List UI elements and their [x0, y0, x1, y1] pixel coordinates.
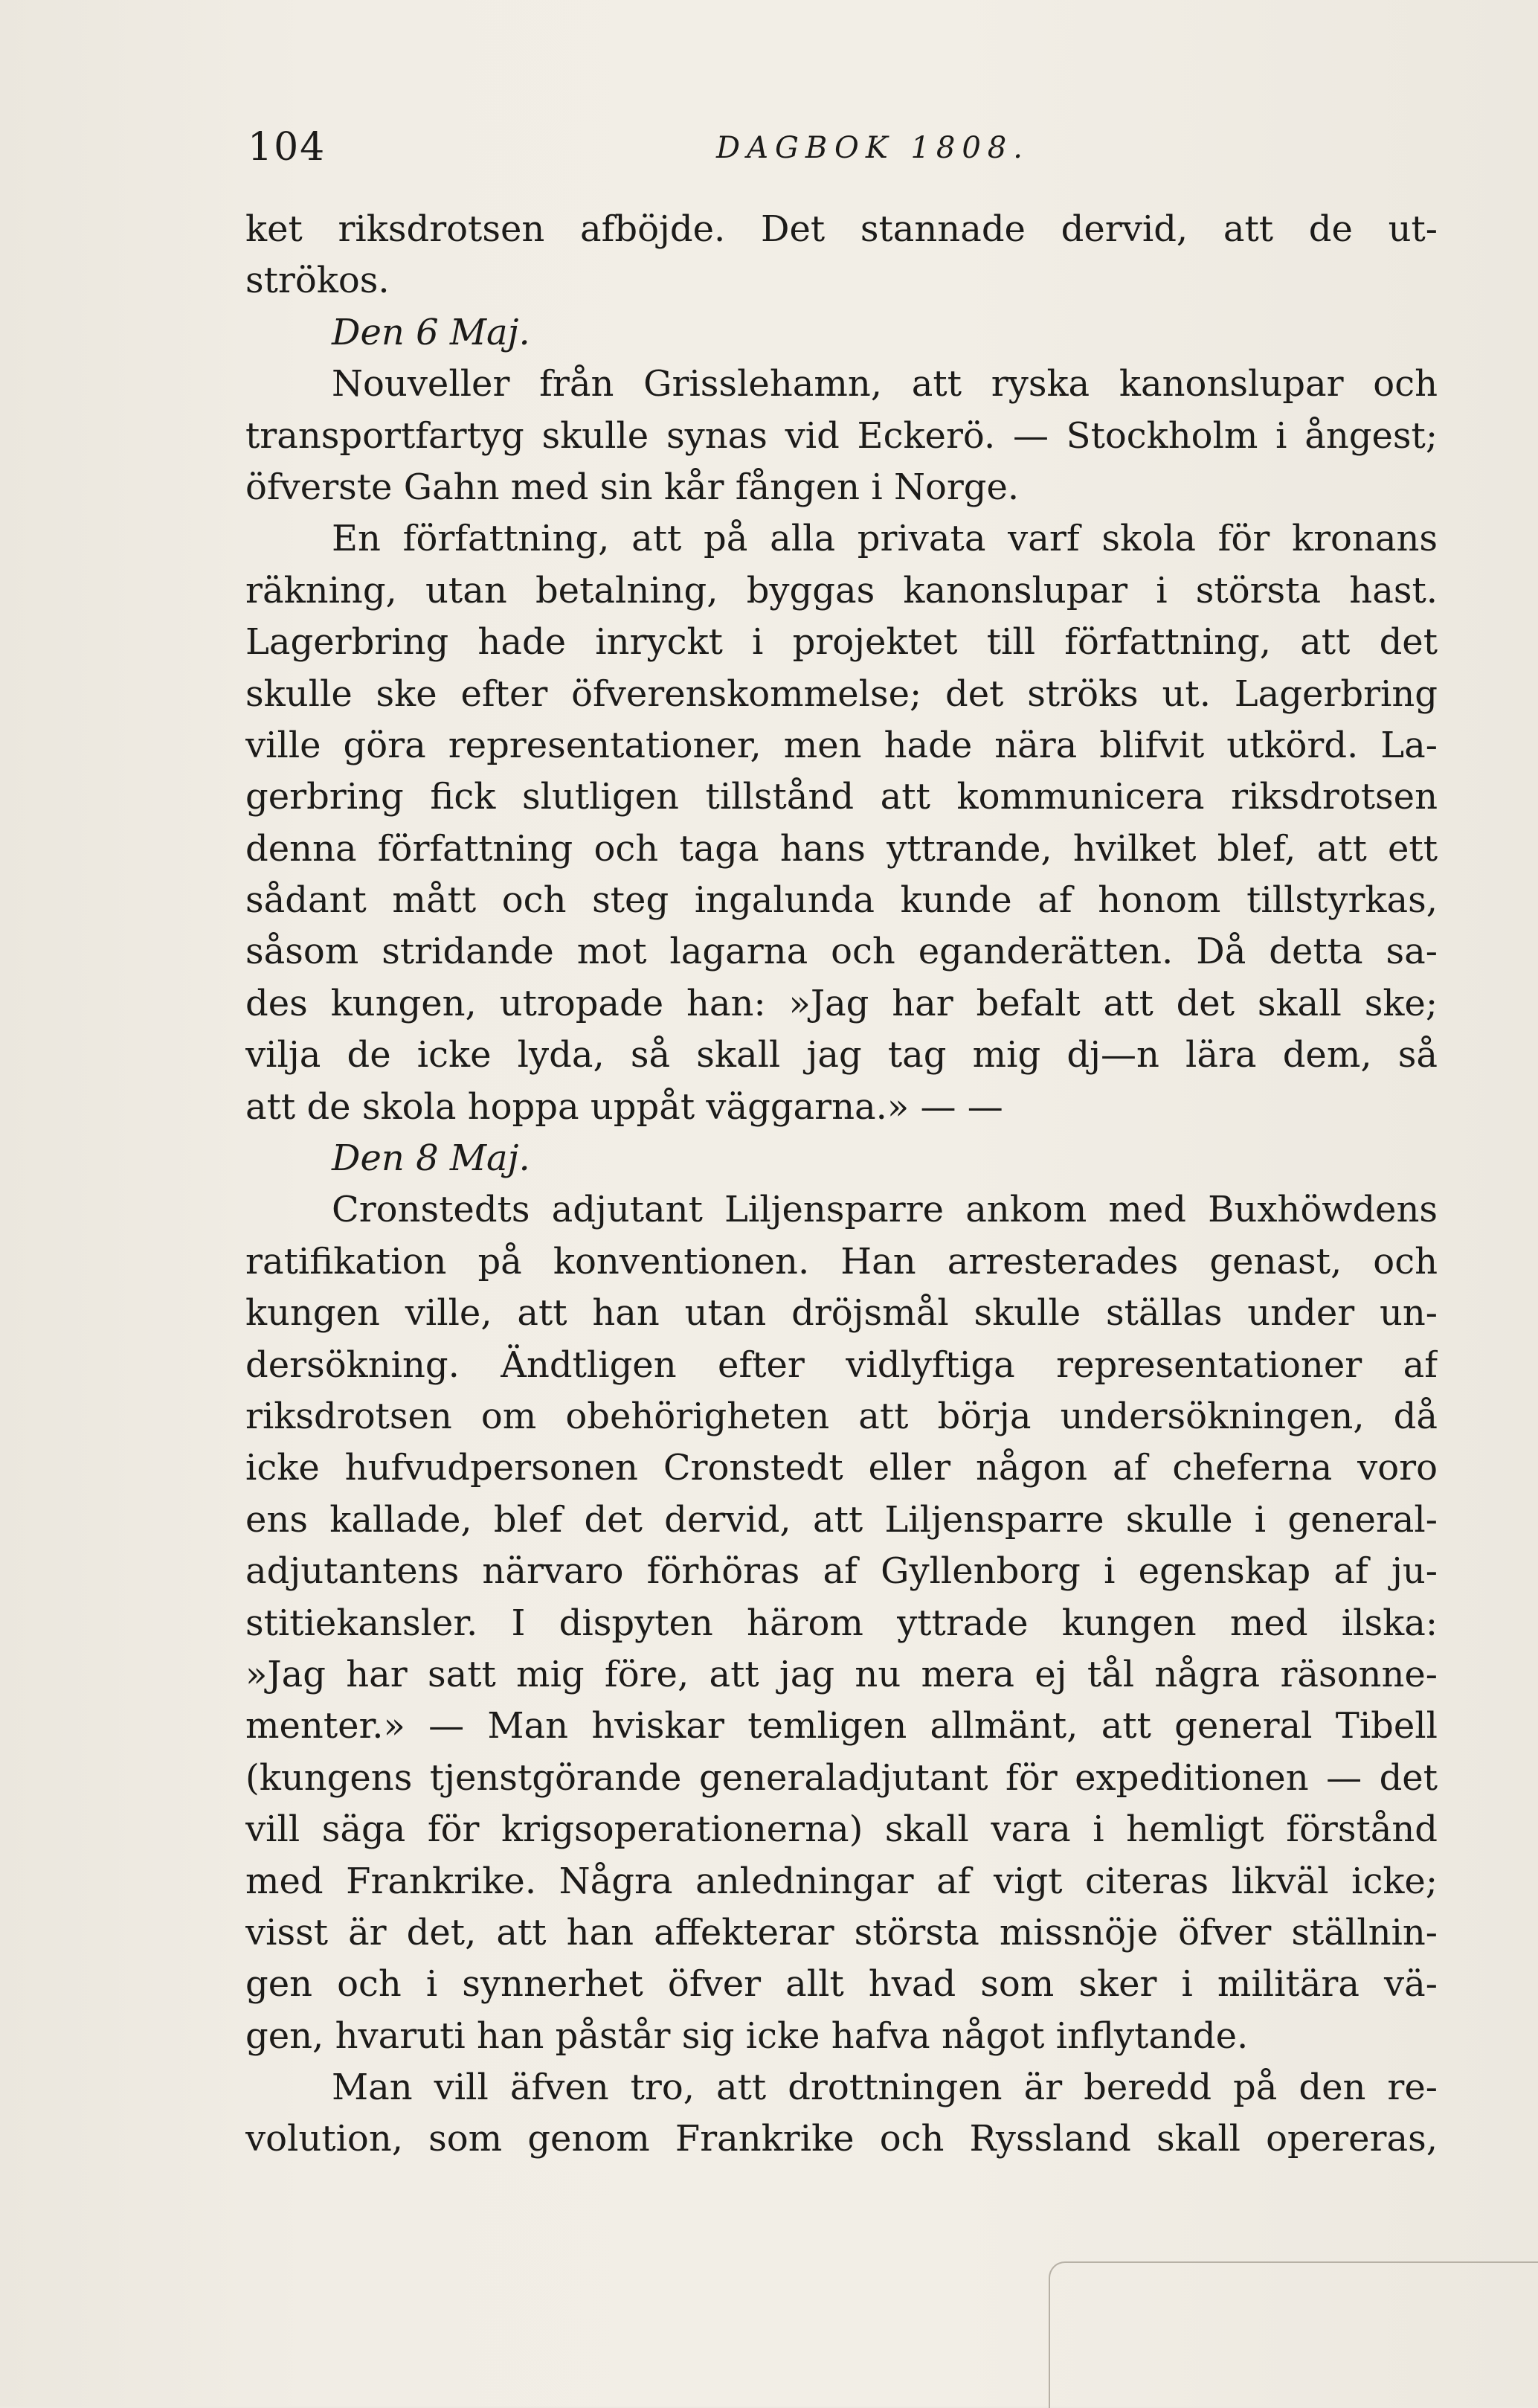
- text-line: räkning, utan betalning, byggas kanonslupar i största hast.: [245, 569, 1438, 611]
- text-line: volution, som genom Frankrike och Ryssland skall opereras,: [245, 2118, 1438, 2160]
- text-line: transportfartyg skulle synas vid Eckerö. — Stockholm i ångest;: [245, 414, 1438, 457]
- text-line: kungen ville, att han utan dröjsmål skulle ställas under un-: [245, 1292, 1438, 1335]
- text-line: gen, hvaruti han påstår sig icke hafva något inflytande.: [245, 2014, 1249, 2057]
- text-line: Man vill äfven tro, att drottningen är beredd på den re-: [332, 2067, 1438, 2109]
- text-line: »Jag har satt mig före, att jag nu mera ej tål några räsonne-: [245, 1653, 1438, 1695]
- text-line: ratifikation på konventionen. Han arresterades genast, och: [245, 1240, 1438, 1282]
- text-line: dersökning. Ändtligen efter vidlyftiga representationer af: [245, 1343, 1438, 1386]
- date-heading: Den 8 Maj.: [332, 1137, 530, 1180]
- text-line: denna författning och taga hans yttrande, hvilket blef, att ett: [245, 827, 1438, 870]
- text-line: gerbring fick slutligen tillstånd att kommunicera riksdrotsen: [245, 776, 1438, 818]
- text-line: menter.» — Man hviskar temligen allmänt, att general Tibell: [245, 1705, 1438, 1747]
- text-line: öfverste Gahn med sin kår fången i Norge.: [245, 466, 1020, 508]
- text-line: visst är det, att han affekterar största missnöje öfver ställnin-: [245, 1911, 1438, 1953]
- date-heading: Den 6 Maj.: [332, 311, 530, 353]
- text-line: såsom stridande mot lagarna och eganderätten. Då detta sa-: [245, 931, 1438, 973]
- text-line: Nouveller från Grisslehamn, att ryska kanonslupar och: [332, 363, 1438, 405]
- page-edge-tab: [1049, 2261, 1538, 2408]
- text-line: ville göra representationer, men hade nära blifvit utkörd. La-: [245, 724, 1438, 766]
- text-line: vill säga för krigsoperationerna) skall vara i hemligt förstånd: [245, 1808, 1438, 1851]
- text-line: med Frankrike. Några anledningar af vigt citeras likväl icke;: [245, 1860, 1438, 1902]
- text-line: En författning, att på alla privata varf skola för kronans: [332, 518, 1438, 560]
- text-line: des kungen, utropade han: »Jag har befalt att det skall ske;: [245, 982, 1438, 1024]
- text-line: stitiekansler. I dispyten härom yttrade kungen med ilska:: [245, 1602, 1438, 1644]
- text-line: ens kallade, blef det dervid, att Liljensparre skulle i general-: [245, 1498, 1438, 1541]
- text-line: gen och i synnerhet öfver allt hvad som sker i militära vä-: [245, 1963, 1438, 2006]
- text-line: icke hufvudpersonen Cronstedt eller någon af cheferna voro: [245, 1447, 1438, 1489]
- body-text: [245, 204, 1438, 2165]
- page-header: [248, 125, 1438, 184]
- text-line: Cronstedts adjutant Liljensparre ankom med Buxhöwdens: [332, 1189, 1438, 1231]
- text-line: att de skola hoppa uppåt väggarna.» — —: [245, 1085, 1003, 1128]
- running-title: DAGBOK 1808.: [716, 131, 1029, 165]
- text-line: sådant mått och steg ingalunda kunde af honom tillstyrkas,: [245, 879, 1438, 922]
- page-number: 104: [248, 125, 326, 170]
- text-line: riksdrotsen om obehörigheten att börja undersökningen, då: [245, 1395, 1438, 1437]
- text-line: (kungens tjenstgörande generaladjutant för expeditionen — det: [245, 1756, 1438, 1799]
- text-line: strökos.: [245, 260, 390, 302]
- text-line: adjutantens närvaro förhöras af Gyllenborg i egenskap af ju-: [245, 1550, 1438, 1593]
- text-line: ket riksdrotsen afböjde. Det stannade dervid, att de ut-: [245, 208, 1438, 250]
- text-line: vilja de icke lyda, så skall jag tag mig dj—n lära dem, så: [245, 1034, 1438, 1076]
- text-line: skulle ske efter öfverenskommelse; det ströks ut. Lagerbring: [245, 672, 1438, 715]
- text-line: Lagerbring hade inryckt i projektet till författning, att det: [245, 621, 1438, 664]
